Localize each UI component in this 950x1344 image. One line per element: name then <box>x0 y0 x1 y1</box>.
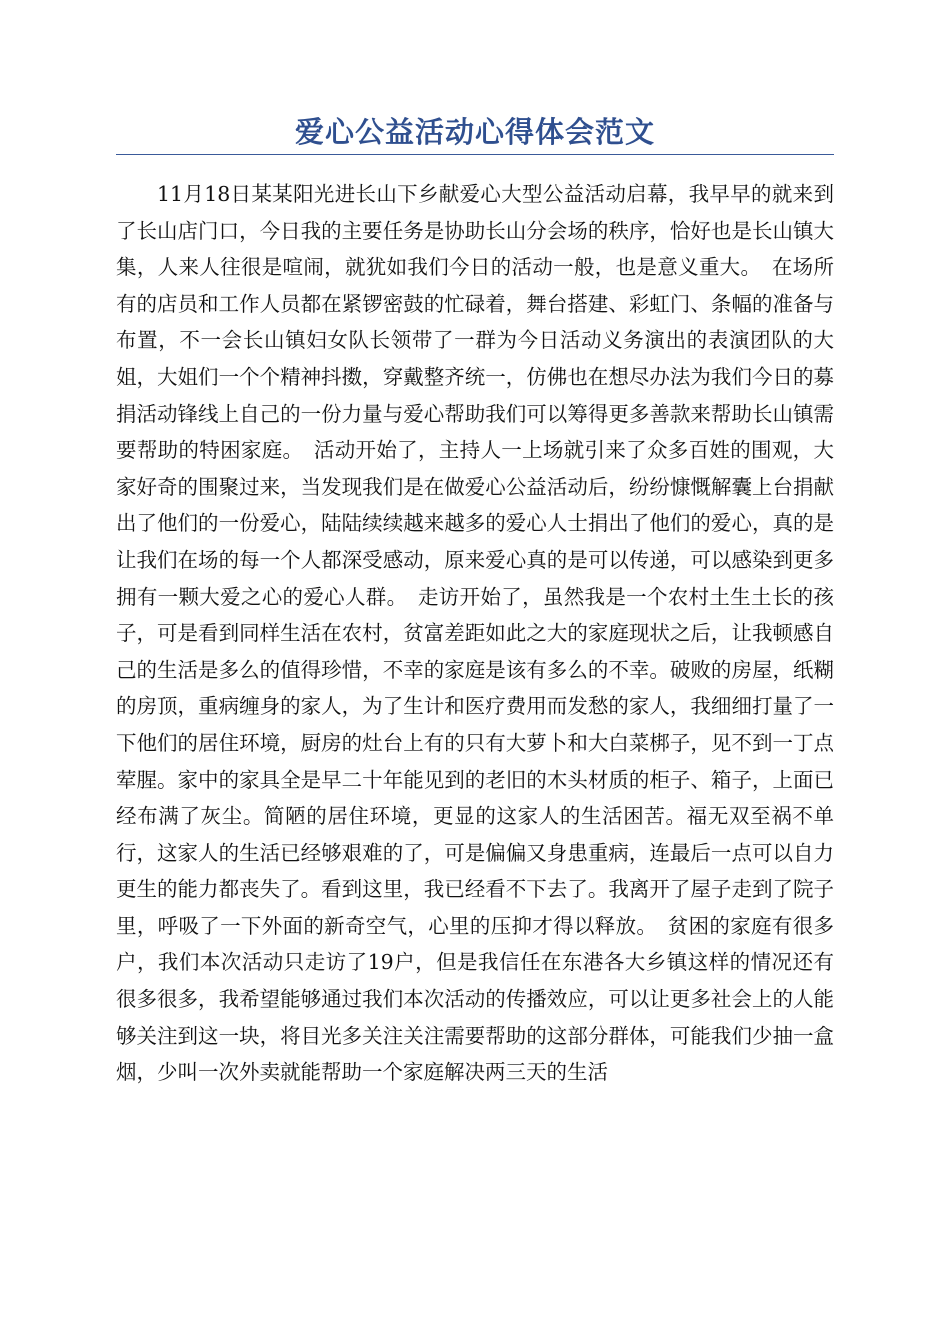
document-title: 爱心公益活动心得体会范文 <box>294 115 655 149</box>
body-paragraph: 11月18日某某阳光进长山下乡献爱心大型公益活动启幕，我早早的就来到了长山店门口，今日我的主要任务是协助长山分会场的秩序，恰好也是长山镇大集，人来人往很是喧闹，就犹如我们今日的活动一般，也是意义重大。 在场所有的店员和工作人员都在紧锣密鼓的忙碌着，舞台搭建、彩虹门、条幅的准备与布置，不一会长山镇妇女队长领带了一群为今日活动义务演出的表演团队的大姐，大姐们一个个精神抖擞，穿戴整齐统一，仿佛也在想尽办法为我们今日的募捐活动锋线上自己的一份力量与爱心帮助我们可以筹得更多善款来帮助长山镇需要帮助的特困家庭。 活动开始了，主持人一上场就引来了众多百姓的围观，大家好奇的围聚过来，当发现我们是在做爱心公益活动后，纷纷慷慨解囊上台捐献出了他们的一份爱心，陆陆续续越来越多的爱心人士捐出了他们的爱心，真的是让我们在场的每一个人都深受感动，原来爱心真的是可以传递，可以感染到更多拥有一颗大爱之心的爱心人群。 走访开始了，虽然我是一个农村土生土长的孩子，可是看到同样生活在农村，贫富差距如此之大的家庭现状之后，让我顿感自己的生活是多么的值得珍惜，不幸的家庭是该有多么的不幸。破败的房屋，纸糊的房顶，重病缠身的家人，为了生计和医疗费用而发愁的家人，我细细打量了一下他们的居住环境，厨房的灶台上有的只有大萝卜和大白菜梆子，见不到一丁点荤腥。家中的家具全是早二十年能见到的老旧的木头材质的柜子、箱子，上面已经布满了灰尘。简陋的居住环境，更显的这家人的生活困苦。福无双至祸不单行，这家人的生活已经够艰难的了，可是偏偏又身患重病，连最后一点可以自力更生的能力都丧失了。看到这里，我已经看不下去了。我离开了屋子走到了院子里，呼吸了一下外面的新奇空气，心里的压抑才得以释放。 贫困的家庭有很多户，我们本次活动只走访了19户，但是我信任在东港各大乡镇这样的情况还有很多很多，我希望能够通过我们本次活动的传播效应，可以让更多社会上的人能够关注到这一块，将目光多关注关注需要帮助的这部分群体，可能我们少抽一盒烟，少叫一次外卖就能帮助一个家庭解决两三天的生活 <box>116 182 834 1085</box>
title-underline-divider <box>116 154 834 155</box>
